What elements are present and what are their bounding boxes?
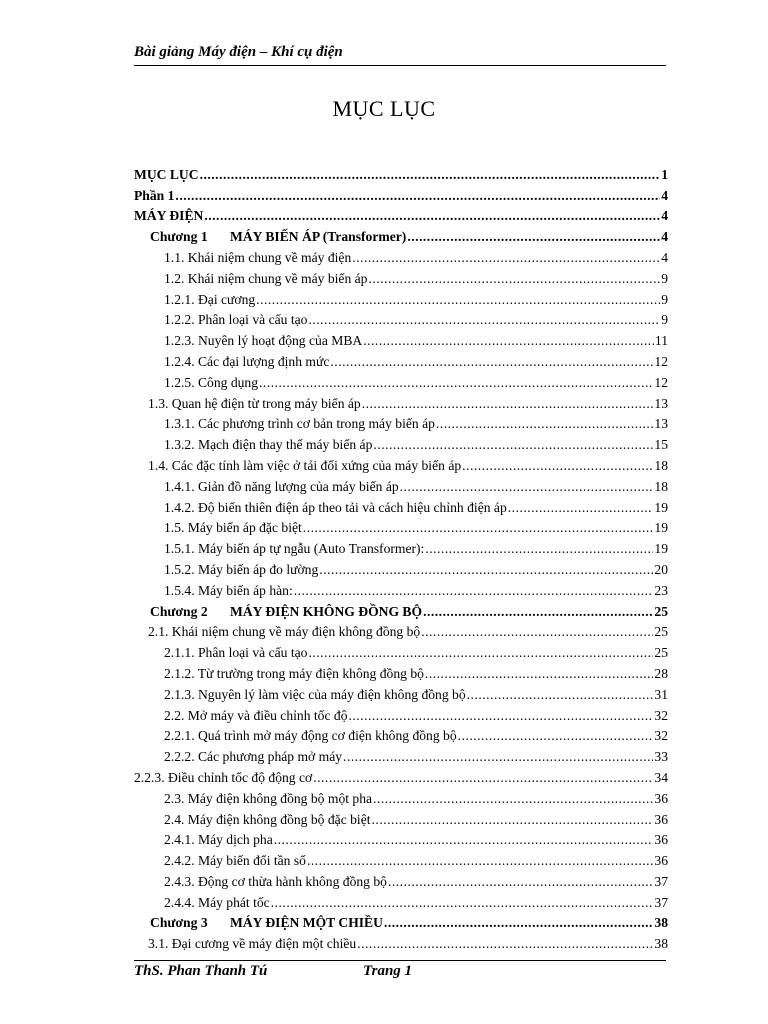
toc-entry-title: 2.1. Khái niệm chung về máy điện không đồng bộ xyxy=(148,624,421,640)
toc-page-number: 4 xyxy=(661,187,668,203)
toc-entry-title: 2.1.1. Phân loại và cấu tạo xyxy=(164,645,308,661)
toc-entry[interactable] xyxy=(134,474,668,495)
toc-entry[interactable] xyxy=(134,370,668,391)
toc-entry-title: 2.4.4. Máy phát tốc xyxy=(164,894,270,910)
toc-entry[interactable] xyxy=(134,162,668,183)
toc-entry[interactable] xyxy=(134,412,668,433)
toc-dot-leader xyxy=(319,562,653,578)
toc-entry-title: 2.4.2. Máy biến đổi tần số xyxy=(164,853,306,869)
toc-page-number: 4 xyxy=(661,229,668,245)
toc-entry-title: 1.3.1. Các phương trình cơ bản trong máy biến áp xyxy=(164,416,435,432)
toc-page-number: 37 xyxy=(654,894,668,910)
toc-page-number: 38 xyxy=(654,936,668,952)
toc-page-number: 19 xyxy=(654,520,668,536)
toc-dot-leader xyxy=(362,396,654,412)
toc-entry[interactable] xyxy=(134,557,668,578)
toc-dot-leader xyxy=(467,687,654,703)
toc-entry-title xyxy=(150,915,383,931)
toc-page-number: 4 xyxy=(661,208,668,224)
toc-page-number: 32 xyxy=(654,728,668,744)
toc-entry[interactable] xyxy=(134,516,668,537)
toc-page-number: 38 xyxy=(654,915,668,931)
toc-entry[interactable] xyxy=(134,453,668,474)
toc-page-number: 1 xyxy=(661,166,668,182)
toc-dot-leader xyxy=(372,812,654,828)
toc-entry-title: 1.5.2. Máy biến áp đo lường xyxy=(164,561,319,577)
toc-entry[interactable] xyxy=(134,828,668,849)
toc-entry[interactable] xyxy=(134,224,668,245)
toc-entry-title: 1.2.1. Đại cương xyxy=(164,291,256,307)
toc-chapter-title: MÁY ĐIỆN KHÔNG ĐỒNG BỘ xyxy=(230,603,423,619)
toc-entry-title: 1.1. Khái niệm chung về máy điện xyxy=(164,249,352,265)
toc-page-number: 25 xyxy=(654,624,668,640)
toc-dot-leader xyxy=(330,354,653,370)
toc-entry[interactable] xyxy=(134,640,668,661)
toc-entry[interactable] xyxy=(134,911,668,932)
toc-dot-leader xyxy=(425,666,653,682)
toc-entry[interactable] xyxy=(134,349,668,370)
toc-entry[interactable] xyxy=(134,890,668,911)
toc-entry[interactable] xyxy=(134,287,668,308)
toc-entry[interactable] xyxy=(134,308,668,329)
table-of-contents xyxy=(134,162,668,952)
toc-entry[interactable] xyxy=(134,183,668,204)
footer-author: ThS. Phan Thanh Tú xyxy=(134,963,268,979)
toc-dot-leader xyxy=(343,749,653,765)
toc-dot-leader xyxy=(313,770,653,786)
toc-page-number: 9 xyxy=(661,270,668,286)
toc-page-number: 36 xyxy=(654,790,668,806)
toc-dot-leader xyxy=(462,458,653,474)
toc-dot-leader xyxy=(308,312,660,328)
toc-entry-title: 2.2. Mở máy và điều chỉnh tốc độ xyxy=(164,707,348,723)
toc-entry-title: 2.1.2. Từ trường trong máy điện không đồng bộ xyxy=(164,665,424,681)
toc-entry-title: 1.2.2. Phân loại và cấu tạo xyxy=(164,312,308,328)
toc-entry-title: 1.5.4. Máy biến áp hàn: xyxy=(164,582,293,598)
toc-dot-leader xyxy=(436,416,654,432)
toc-page-number: 18 xyxy=(654,457,668,473)
toc-entry-title: 1.3.2. Mạch điện thay thế máy biến áp xyxy=(164,437,373,453)
toc-entry[interactable] xyxy=(134,786,668,807)
toc-dot-leader xyxy=(388,874,653,890)
toc-entry[interactable] xyxy=(134,599,668,620)
toc-entry-title: 2.4.3. Động cơ thừa hành không đồng bộ xyxy=(164,873,387,889)
toc-entry-title: 2.4. Máy điện không đồng bộ đặc biệt xyxy=(164,811,371,827)
toc-page-number: 12 xyxy=(654,353,668,369)
toc-entry-title: 1.4.1. Giản đồ năng lượng của máy biến áp xyxy=(164,478,399,494)
toc-dot-leader xyxy=(425,541,653,557)
toc-dot-leader xyxy=(368,271,660,287)
toc-page-number: 13 xyxy=(654,416,668,432)
toc-entry-title: 3.1. Đại cương về máy điện một chiều xyxy=(148,936,357,952)
toc-page-number: 23 xyxy=(654,582,668,598)
toc-dot-leader xyxy=(271,895,654,911)
document-header-title: Bài giảng Máy điện – Khí cụ điện xyxy=(134,44,343,60)
toc-entry-title: 2.2.2. Các phương pháp mở máy xyxy=(164,749,343,765)
toc-entry[interactable] xyxy=(134,391,668,412)
toc-entry[interactable] xyxy=(134,266,668,287)
toc-dot-leader xyxy=(204,208,660,224)
toc-page-number: 31 xyxy=(654,686,668,702)
toc-page-number: 37 xyxy=(654,873,668,889)
toc-entry[interactable] xyxy=(134,744,668,765)
toc-dot-leader xyxy=(407,229,660,245)
toc-entry-title: 2.3. Máy điện không đồng bộ một pha xyxy=(164,790,373,806)
toc-page-number: 19 xyxy=(654,541,668,557)
toc-dot-leader xyxy=(458,728,654,744)
footer-rule xyxy=(134,960,666,961)
toc-entry-title: MÁY ĐIỆN xyxy=(134,208,204,224)
toc-entry[interactable] xyxy=(134,661,668,682)
toc-entry[interactable] xyxy=(134,807,668,828)
toc-page-number: 36 xyxy=(654,832,668,848)
toc-page-number: 34 xyxy=(654,769,668,785)
toc-entry-title: 2.4.1. Máy dịch pha xyxy=(164,832,273,848)
toc-chapter-number: Chương 3 xyxy=(150,915,208,931)
toc-dot-leader xyxy=(508,500,654,516)
toc-dot-leader xyxy=(373,791,653,807)
toc-entry[interactable] xyxy=(134,536,668,557)
toc-entry[interactable] xyxy=(134,869,668,890)
toc-page-number: 9 xyxy=(661,291,668,307)
toc-dot-leader xyxy=(363,333,654,349)
footer-page-number: Trang 1 xyxy=(363,963,413,979)
toc-dot-leader xyxy=(274,832,654,848)
toc-chapter-title: MÁY BIẾN ÁP (Transformer) xyxy=(230,229,407,245)
toc-dot-leader xyxy=(352,250,660,266)
toc-entry-title: 1.5.1. Máy biến áp tự ngẫu (Auto Transformer): xyxy=(164,541,425,557)
toc-page-number: 11 xyxy=(654,333,668,349)
toc-entry-title: 2.2.1. Quá trình mở máy động cơ điện không đồng bộ xyxy=(164,728,457,744)
toc-entry[interactable] xyxy=(134,848,668,869)
toc-dot-leader xyxy=(175,188,660,204)
toc-entry-title: 2.2.3. Điều chỉnh tốc độ động cơ xyxy=(134,769,313,785)
toc-entry-title: 1.2.4. Các đại lượng định mức xyxy=(164,353,330,369)
toc-entry[interactable] xyxy=(134,620,668,641)
toc-entry[interactable] xyxy=(134,495,668,516)
toc-entry[interactable] xyxy=(134,724,668,745)
toc-page-number: 12 xyxy=(654,374,668,390)
toc-page-number: 4 xyxy=(661,249,668,265)
toc-page-number: 25 xyxy=(654,645,668,661)
toc-entry[interactable] xyxy=(134,703,668,724)
toc-page-number: 28 xyxy=(654,665,668,681)
toc-entry[interactable] xyxy=(134,682,668,703)
toc-page-number: 36 xyxy=(654,811,668,827)
toc-entry-title: 1.4.2. Độ biến thiên điện áp theo tải và cách hiệu chỉnh điện áp xyxy=(164,499,507,515)
toc-dot-leader xyxy=(384,915,653,931)
toc-page-number: 18 xyxy=(654,478,668,494)
toc-entry[interactable] xyxy=(134,765,668,786)
toc-chapter-number: Chương 2 xyxy=(150,603,208,619)
toc-entry-title: 1.2. Khái niệm chung về máy biến áp xyxy=(164,270,368,286)
header-rule xyxy=(134,65,666,66)
toc-entry-title xyxy=(150,229,406,245)
toc-entry[interactable] xyxy=(134,245,668,266)
toc-dot-leader xyxy=(400,479,654,495)
toc-entry-title: 1.3. Quan hệ điện từ trong máy biến áp xyxy=(148,395,361,411)
page-title: MỤC LỤC xyxy=(332,96,436,121)
toc-dot-leader xyxy=(373,437,653,453)
toc-page-number: 33 xyxy=(654,749,668,765)
toc-page-number: 19 xyxy=(654,499,668,515)
toc-entry-title xyxy=(150,604,422,620)
toc-page-number: 25 xyxy=(654,603,668,619)
toc-entry-title: MỤC LỤC xyxy=(134,166,199,182)
toc-page-number: 20 xyxy=(654,561,668,577)
toc-dot-leader xyxy=(308,645,653,661)
toc-entry[interactable] xyxy=(134,432,668,453)
toc-entry[interactable] xyxy=(134,931,668,952)
toc-dot-leader xyxy=(256,292,660,308)
toc-dot-leader xyxy=(307,853,653,869)
toc-dot-leader xyxy=(259,375,653,391)
toc-page-number: 15 xyxy=(654,437,668,453)
toc-dot-leader xyxy=(357,936,653,952)
toc-chapter-number: Chương 1 xyxy=(150,229,208,245)
toc-entry[interactable] xyxy=(134,204,668,225)
toc-dot-leader xyxy=(421,624,653,640)
toc-entry-title: 1.5. Máy biến áp đặc biệt xyxy=(164,520,302,536)
toc-dot-leader xyxy=(423,604,653,620)
toc-entry-title: Phần 1 xyxy=(134,187,175,203)
toc-dot-leader xyxy=(349,708,654,724)
toc-chapter-title: MÁY ĐIỆN MỘT CHIỀU xyxy=(230,915,383,931)
toc-entry-title: 1.2.5. Công dụng xyxy=(164,374,259,390)
toc-entry-title: 1.4. Các đặc tính làm việc ở tải đối xứng của máy biến áp xyxy=(148,457,462,473)
toc-page-number: 9 xyxy=(661,312,668,328)
toc-entry-title: 2.1.3. Nguyên lý làm việc của máy điện không đồng bộ xyxy=(164,686,466,702)
toc-entry[interactable] xyxy=(134,578,668,599)
toc-dot-leader xyxy=(303,520,654,536)
toc-dot-leader xyxy=(294,583,654,599)
toc-entry[interactable] xyxy=(134,328,668,349)
toc-dot-leader xyxy=(200,167,661,183)
toc-page-number: 13 xyxy=(654,395,668,411)
toc-entry-title: 1.2.3. Nuyên lý hoạt động của MBA xyxy=(164,333,363,349)
toc-page-number: 36 xyxy=(654,853,668,869)
toc-page-number: 32 xyxy=(654,707,668,723)
